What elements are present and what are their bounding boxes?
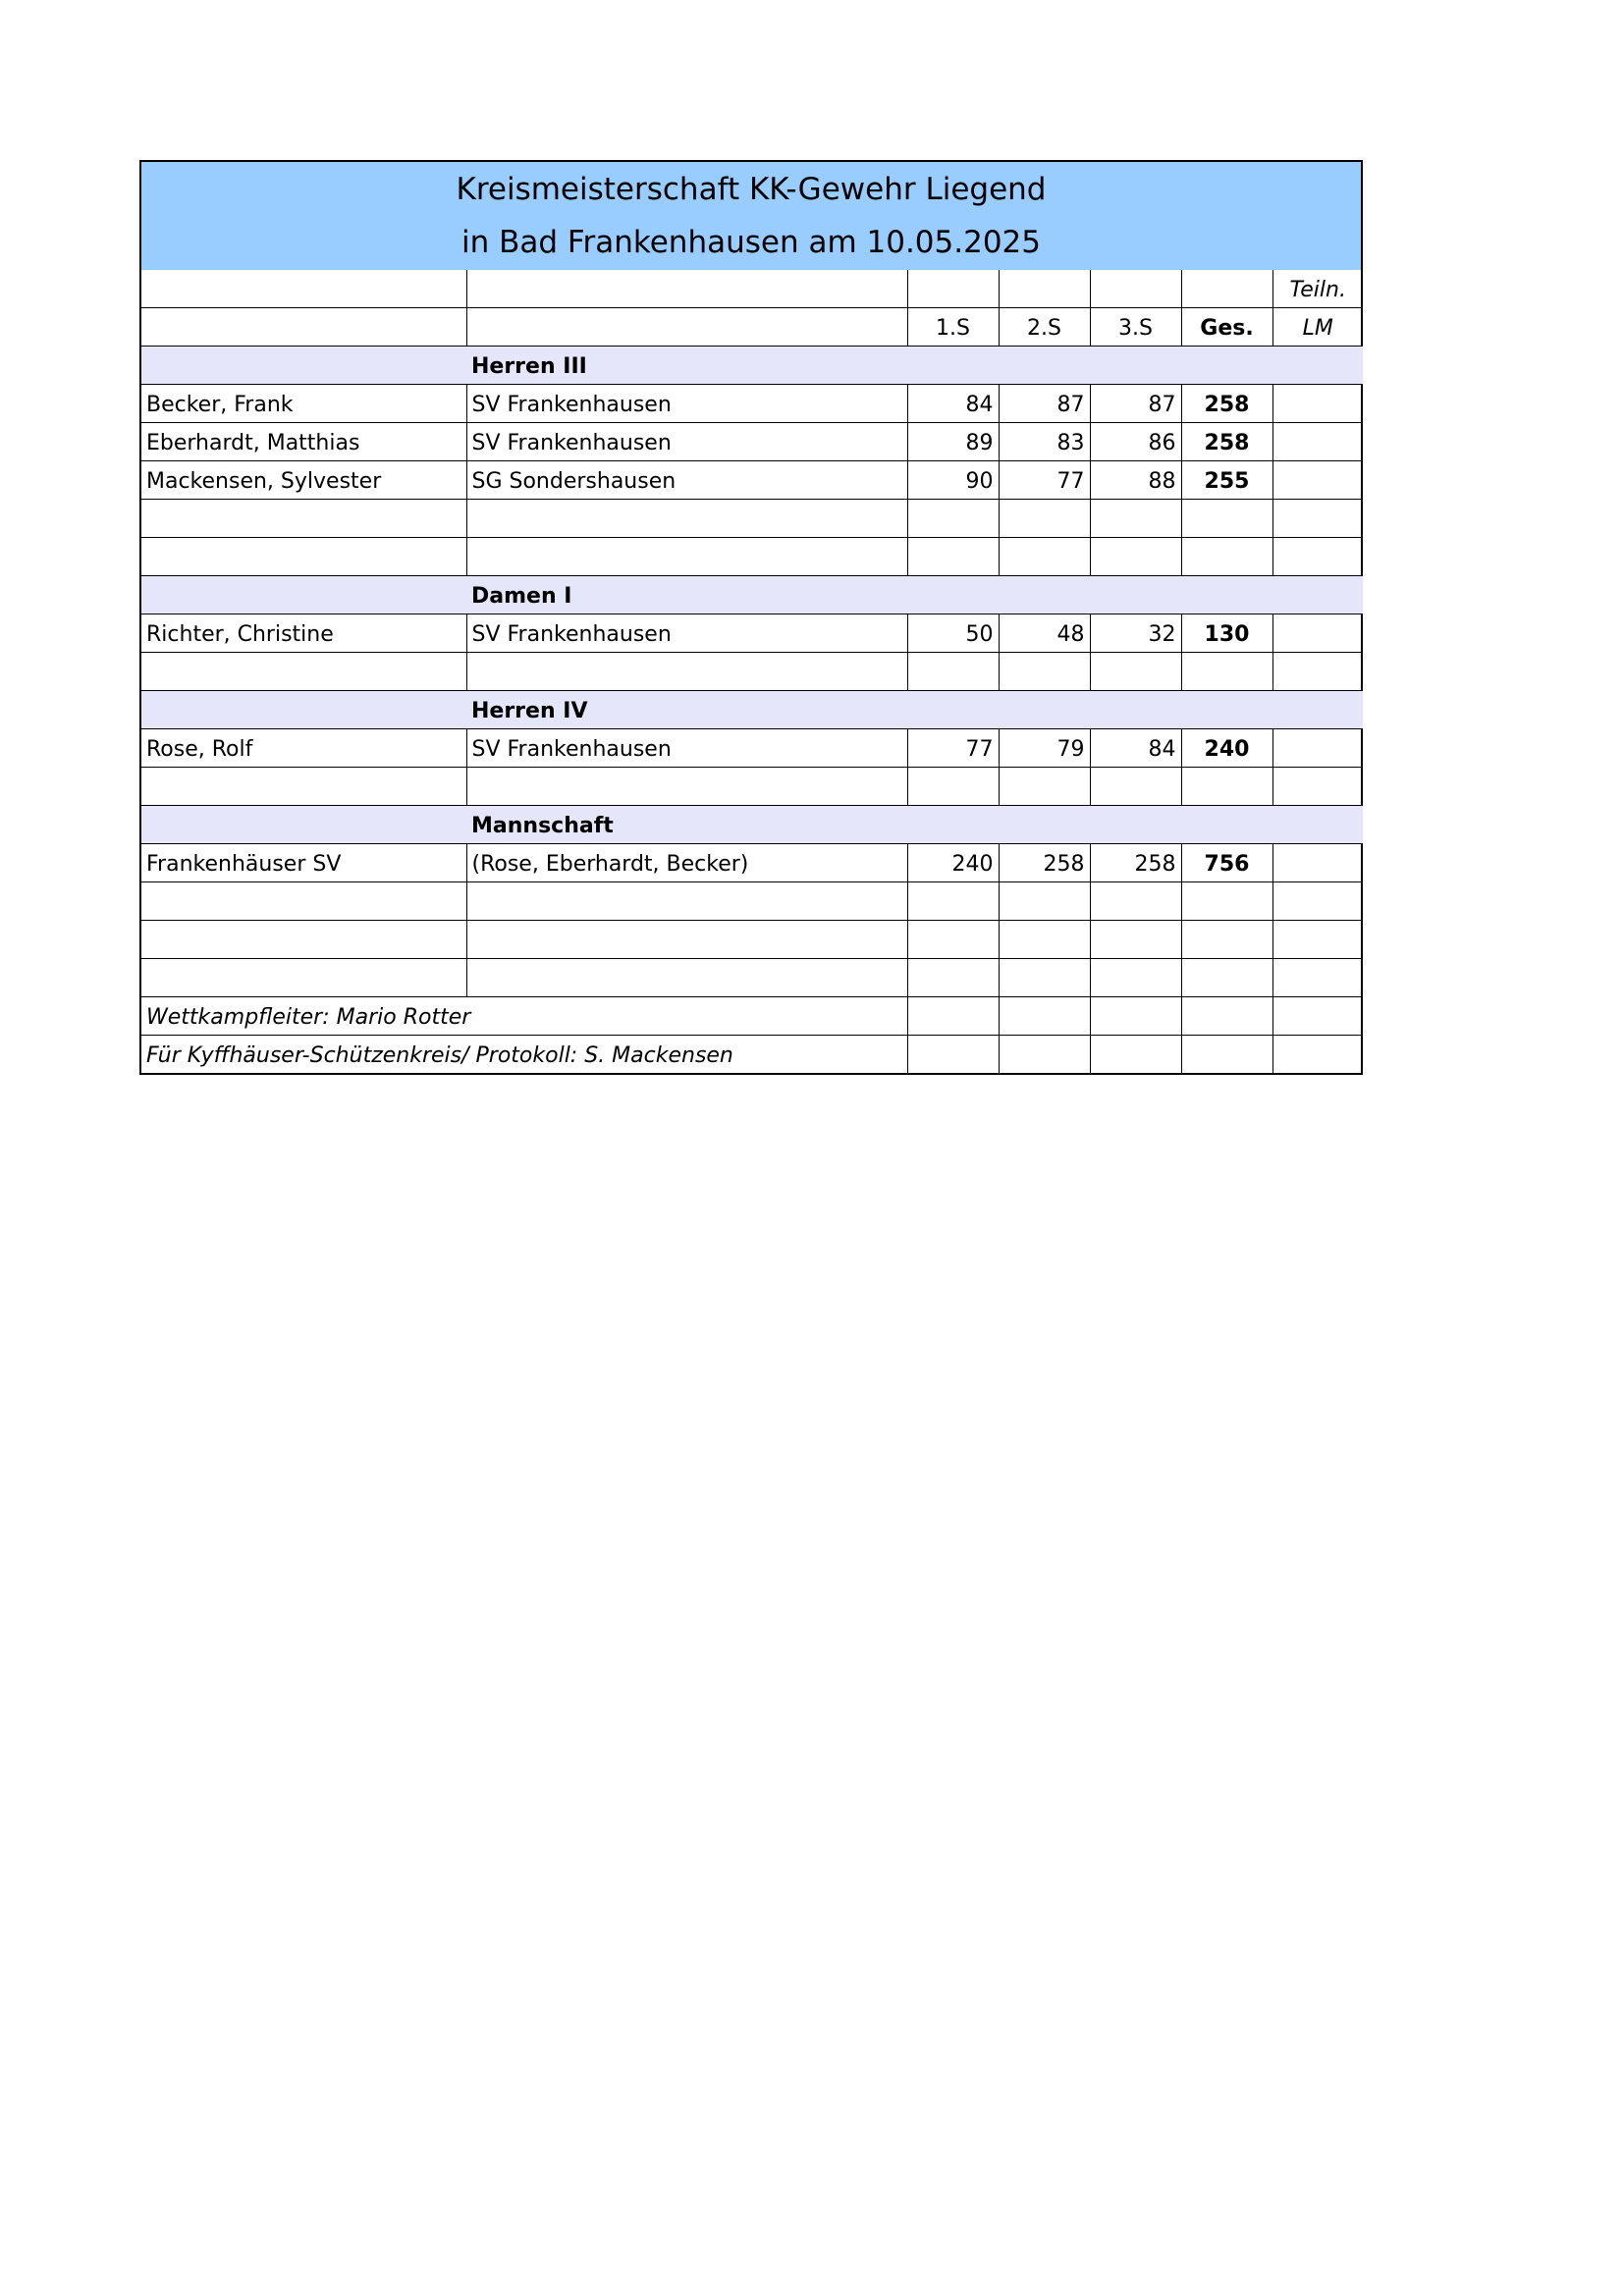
empty-cell (1090, 653, 1181, 691)
empty-cell (466, 500, 907, 538)
empty-cell (1272, 768, 1363, 806)
empty-cell (999, 538, 1090, 576)
table-row (141, 461, 1363, 500)
series-1-score: 89 (907, 423, 999, 461)
series-1-score: 240 (907, 844, 999, 882)
club-name: SV Frankenhausen (466, 729, 907, 768)
empty-cell (907, 500, 999, 538)
empty-cell (907, 921, 999, 959)
empty-cell (1090, 959, 1181, 997)
empty-cell (1181, 500, 1272, 538)
header-row-1 (141, 270, 1363, 308)
footer-note: Wettkampfleiter: Mario Rotter (141, 997, 907, 1036)
series-2-score: 79 (999, 729, 1090, 768)
series-3-score: 258 (1090, 844, 1181, 882)
empty-cell (999, 653, 1090, 691)
series-3-score: 87 (1090, 385, 1181, 423)
footer-row (141, 997, 1363, 1036)
empty-cell (141, 882, 466, 921)
empty-cell (999, 882, 1090, 921)
empty-cell (466, 882, 907, 921)
empty-cell (1090, 882, 1181, 921)
table-row (141, 844, 1363, 882)
empty-cell (907, 882, 999, 921)
empty-cell (1272, 921, 1363, 959)
header-s2: 2.S (999, 308, 1090, 347)
club-name: SV Frankenhausen (466, 614, 907, 653)
footer-row (141, 1036, 1363, 1074)
shooter-name: Richter, Christine (141, 614, 466, 653)
results-table (141, 270, 1363, 1073)
empty-cell (141, 768, 466, 806)
empty-cell (1181, 882, 1272, 921)
empty-cell (141, 959, 466, 997)
title-line-2: in Bad Frankenhausen am 10.05.2025 (461, 225, 1041, 260)
empty-cell (1181, 997, 1272, 1036)
series-2-score: 48 (999, 614, 1090, 653)
empty-cell (141, 500, 466, 538)
shooter-name: Frankenhäuser SV (141, 844, 466, 882)
empty-cell (1181, 538, 1272, 576)
lm-cell (1272, 729, 1363, 768)
total-score: 255 (1181, 461, 1272, 500)
empty-cell (999, 997, 1090, 1036)
shooter-name: Eberhardt, Matthias (141, 423, 466, 461)
empty-cell (141, 921, 466, 959)
empty-cell (1272, 538, 1363, 576)
empty-cell (907, 653, 999, 691)
empty-cell (141, 347, 466, 385)
empty-cell (907, 538, 999, 576)
empty-cell (907, 768, 999, 806)
group-label: Mannschaft (466, 806, 1363, 844)
lm-cell (1272, 844, 1363, 882)
blank-row (141, 500, 1363, 538)
group-header-row (141, 691, 1363, 729)
empty-cell (141, 576, 466, 614)
empty-cell (141, 806, 466, 844)
lm-cell (1272, 461, 1363, 500)
empty-cell (1090, 768, 1181, 806)
header-s1: 1.S (907, 308, 999, 347)
shooter-name: Rose, Rolf (141, 729, 466, 768)
empty-cell (999, 500, 1090, 538)
header-lm: LM (1272, 308, 1363, 347)
total-score: 258 (1181, 385, 1272, 423)
empty-cell (1090, 921, 1181, 959)
series-2-score: 83 (999, 423, 1090, 461)
empty-cell (999, 959, 1090, 997)
blank-row (141, 653, 1363, 691)
group-header-row (141, 806, 1363, 844)
empty-cell (1272, 997, 1363, 1036)
group-label: Damen I (466, 576, 1363, 614)
total-score: 240 (1181, 729, 1272, 768)
table-row (141, 385, 1363, 423)
empty-cell (999, 921, 1090, 959)
lm-cell (1272, 614, 1363, 653)
empty-cell (907, 997, 999, 1036)
group-label: Herren IV (466, 691, 1363, 729)
title-banner (141, 162, 1361, 270)
empty-cell (466, 768, 907, 806)
series-1-score: 90 (907, 461, 999, 500)
empty-cell (1181, 921, 1272, 959)
empty-cell (1090, 997, 1181, 1036)
lm-cell (1272, 385, 1363, 423)
header-teiln: Teiln. (1272, 270, 1363, 308)
group-header-row (141, 347, 1363, 385)
table-row (141, 614, 1363, 653)
empty-cell (141, 691, 466, 729)
empty-cell (466, 653, 907, 691)
group-label: Herren III (466, 347, 1363, 385)
series-3-score: 84 (1090, 729, 1181, 768)
club-name: SV Frankenhausen (466, 385, 907, 423)
series-1-score: 50 (907, 614, 999, 653)
footer-note: Für Kyffhäuser-Schützenkreis/ Protokoll: S. Mackensen (141, 1036, 907, 1074)
series-3-score: 86 (1090, 423, 1181, 461)
series-3-score: 88 (1090, 461, 1181, 500)
header-total: Ges. (1181, 308, 1272, 347)
empty-cell (1181, 1036, 1272, 1074)
series-3-score: 32 (1090, 614, 1181, 653)
empty-cell (999, 1036, 1090, 1074)
club-name: (Rose, Eberhardt, Becker) (466, 844, 907, 882)
blank-row (141, 538, 1363, 576)
series-2-score: 258 (999, 844, 1090, 882)
empty-cell (1272, 500, 1363, 538)
empty-cell (1272, 882, 1363, 921)
shooter-name: Becker, Frank (141, 385, 466, 423)
empty-cell (141, 653, 466, 691)
results-sheet (139, 160, 1363, 1075)
total-score: 258 (1181, 423, 1272, 461)
total-score: 130 (1181, 614, 1272, 653)
table-row (141, 729, 1363, 768)
title-line-1: Kreismeisterschaft KK-Gewehr Liegend (456, 172, 1047, 207)
header-s3: 3.S (1090, 308, 1181, 347)
empty-cell (1090, 538, 1181, 576)
empty-cell (907, 959, 999, 997)
empty-cell (466, 921, 907, 959)
blank-row (141, 768, 1363, 806)
table-row (141, 423, 1363, 461)
empty-cell (141, 538, 466, 576)
club-name: SV Frankenhausen (466, 423, 907, 461)
empty-cell (1272, 959, 1363, 997)
empty-cell (466, 959, 907, 997)
empty-cell (1181, 959, 1272, 997)
empty-cell (907, 1036, 999, 1074)
empty-cell (1272, 653, 1363, 691)
series-1-score: 84 (907, 385, 999, 423)
lm-cell (1272, 423, 1363, 461)
blank-row (141, 882, 1363, 921)
group-header-row (141, 576, 1363, 614)
series-2-score: 87 (999, 385, 1090, 423)
blank-row (141, 921, 1363, 959)
club-name: SG Sondershausen (466, 461, 907, 500)
empty-cell (1090, 1036, 1181, 1074)
shooter-name: Mackensen, Sylvester (141, 461, 466, 500)
empty-cell (999, 768, 1090, 806)
empty-cell (466, 538, 907, 576)
blank-row (141, 959, 1363, 997)
series-1-score: 77 (907, 729, 999, 768)
empty-cell (1181, 768, 1272, 806)
empty-cell (1272, 1036, 1363, 1074)
header-row-2 (141, 308, 1363, 347)
empty-cell (1090, 500, 1181, 538)
series-2-score: 77 (999, 461, 1090, 500)
empty-cell (1181, 653, 1272, 691)
total-score: 756 (1181, 844, 1272, 882)
